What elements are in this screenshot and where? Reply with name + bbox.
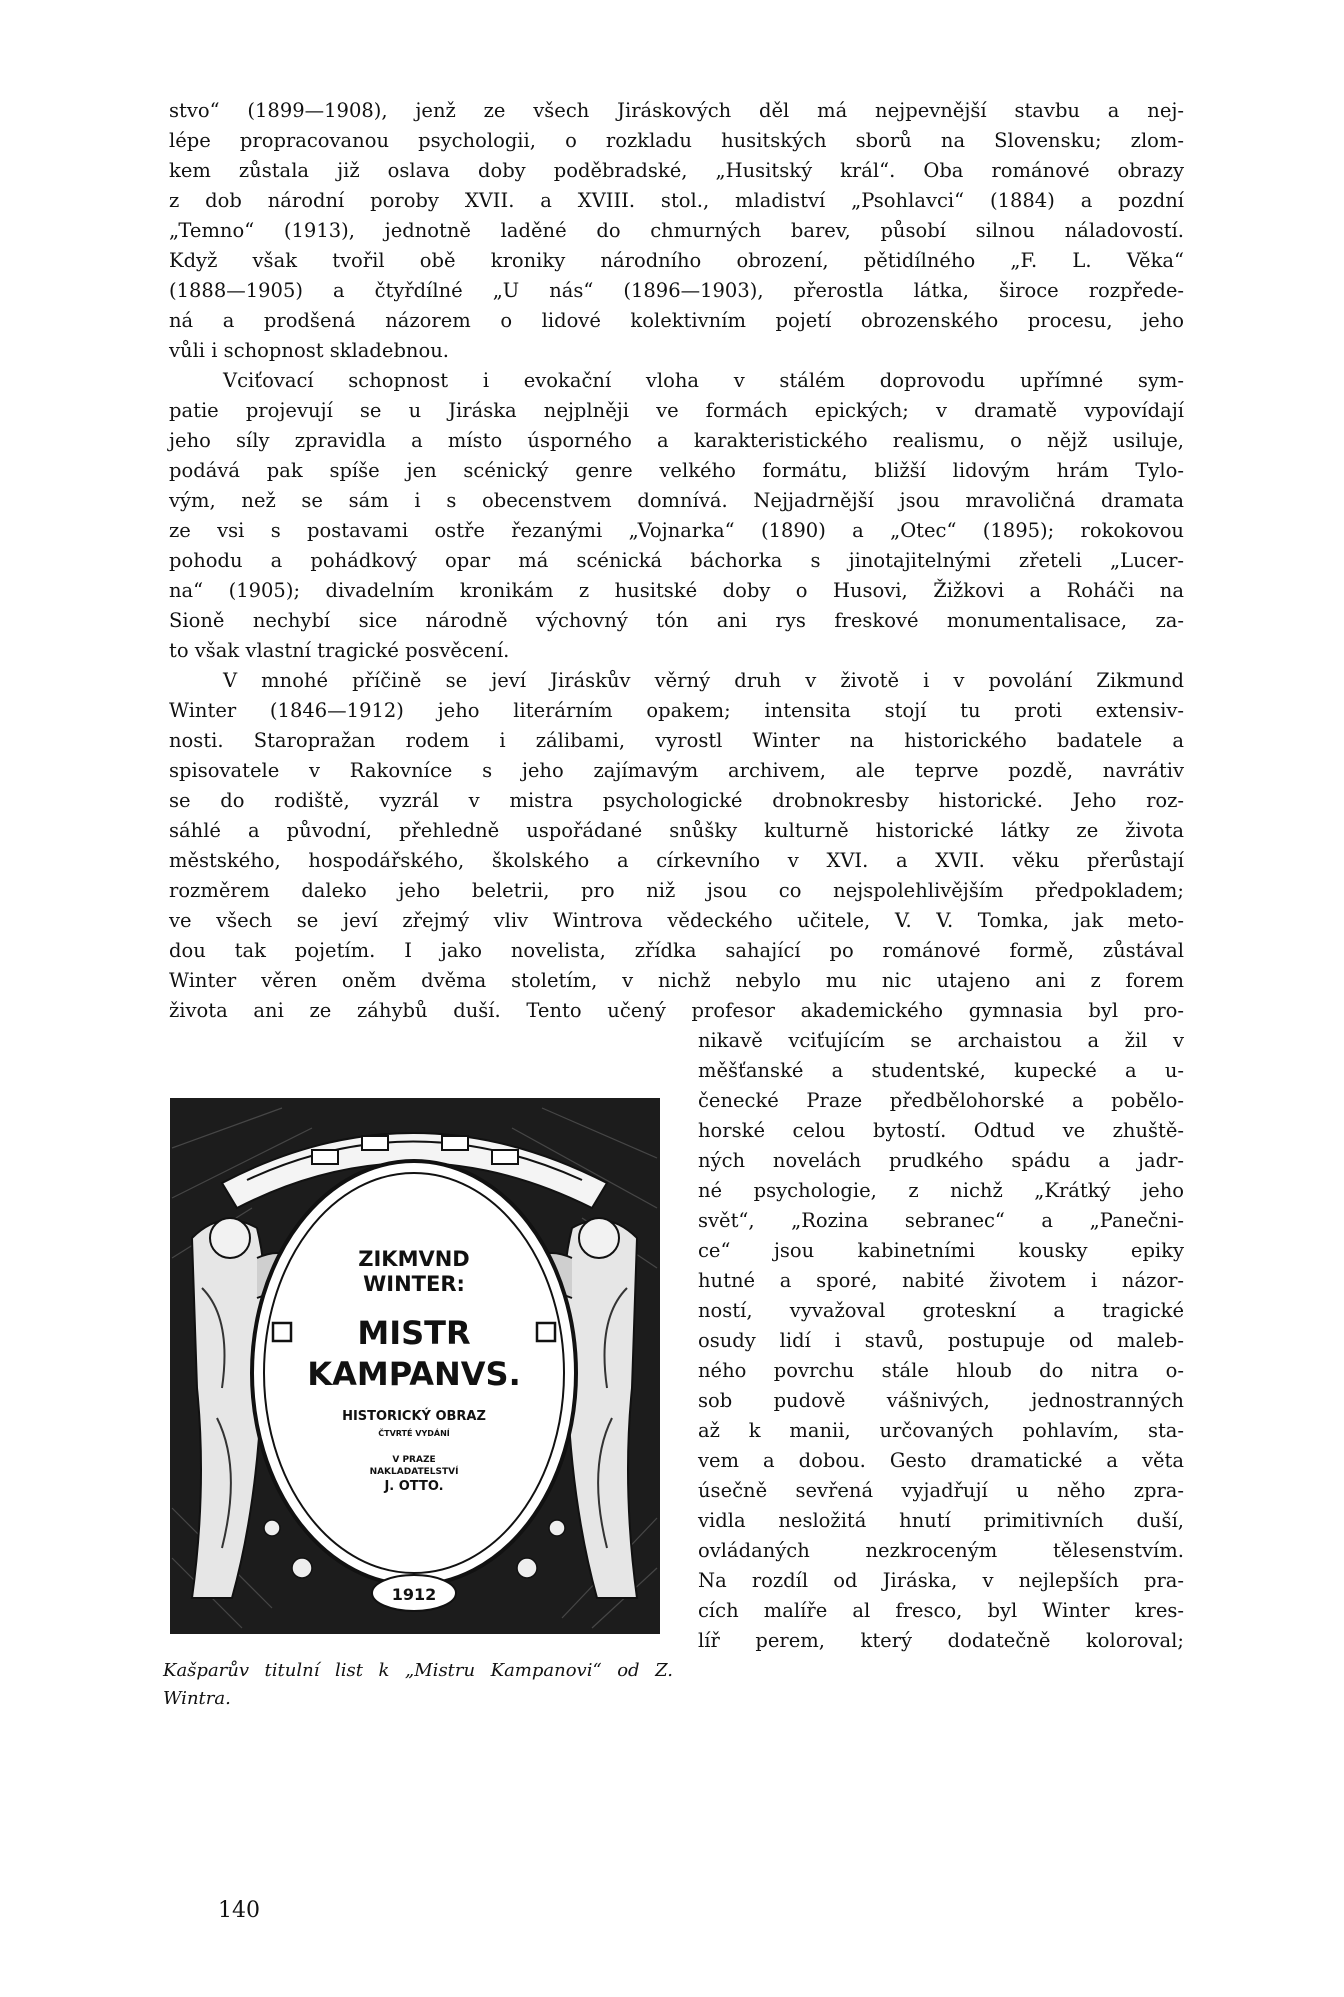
column-line: cích malíře al fresco, byl Winter kres- <box>698 1599 1184 1622</box>
column-line: líř perem, který dodatečně koloroval; <box>698 1629 1184 1652</box>
body-line: Když však tvořil obě kroniky národního obrození, pětidílného „F. L. Věka“ <box>169 249 1184 272</box>
body-line: jeho síly zpravidla a místo úsporného a karakteristického realismu, o nějž usiluje, <box>169 429 1184 452</box>
figure-publisher-1: NAKLADATELSTVÍ <box>369 1467 459 1477</box>
column-line: sob pudově vášnivých, jednostranných <box>698 1389 1184 1412</box>
body-line: městského, hospodářského, školského a církevního v XVI. a XVII. věku přerůstají <box>169 849 1184 872</box>
figure-edition: ČTVRTÉ VYDÁNÍ <box>378 1429 450 1438</box>
column-line: hutné a sporé, nabité životem i názor- <box>698 1269 1184 1292</box>
body-line: z dob národní poroby XVII. a XVIII. stol., mladiství „Psohlavci“ (1884) a pozdní <box>169 189 1184 212</box>
column-line: nikavě vciťujícím se archaistou a žil v <box>698 1029 1184 1052</box>
column-line: ných novelách prudkého spádu a jadr- <box>698 1149 1184 1172</box>
body-line: ná a prodšená názorem o lidové kolektivním pojetí obrozenského procesu, jeho <box>169 309 1184 332</box>
body-line: V mnohé příčině se jeví Jiráskův věrný druh v životě i v povolání Zikmund <box>223 669 1184 692</box>
body-line: na“ (1905); divadelním kronikám z husitské doby o Husovi, Žižkovi a Roháči na <box>169 579 1184 602</box>
body-line: Sioně nechybí sice národně výchovný tón ani rys freskové monumentalisace, za- <box>169 609 1184 632</box>
title-page-illustration <box>162 1088 667 1640</box>
body-line: Vciťovací schopnost i evokační vloha v stálém doprovodu upřímné sym- <box>223 369 1184 392</box>
body-line: sáhlé a původní, přehledně uspořádané snůšky kulturně historické látky ze života <box>169 819 1184 842</box>
column-line: ností, vyvažoval groteskní a tragické <box>698 1299 1184 1322</box>
body-line: (1888—1905) a čtyřdílné „U nás“ (1896—1903), přerostla látka, široce rozpřede- <box>169 279 1184 302</box>
column-line: čenecké Praze předbělohorské a pobělo- <box>698 1089 1184 1112</box>
body-line: patie projevují se u Jiráska nejplněji ve formách epických; v dramatě vypovídají <box>169 399 1184 422</box>
body-line: podává pak spíše jen scénický genre velkého formátu, bližší lidovým hrám Tylo- <box>169 459 1184 482</box>
column-line: vidla nesložitá hnutí primitivních duší, <box>698 1509 1184 1532</box>
figure-caption: Kašparův titulní list k „Mistru Kampanovi“ od Z. Wintra. <box>163 1660 673 1709</box>
column-line: úsečně sevřená vyjadřují u něho zpra- <box>698 1479 1184 1502</box>
column-line: až k manii, určovaných pohlavím, sta- <box>698 1419 1184 1442</box>
column-line: né psychologie, z nichž „Krátký jeho <box>698 1179 1184 1202</box>
body-line: spisovatele v Rakovníce s jeho zajímavým archivem, ale teprve pozdě, navrátiv <box>169 759 1184 782</box>
column-line: horské celou bytostí. Odtud ve zhuště- <box>698 1119 1184 1142</box>
column-line: Na rozdíl od Jiráska, v nejlepších pra- <box>698 1569 1184 1592</box>
figure-title-1: MISTR <box>357 1314 471 1352</box>
body-line: Winter věren oněm dvěma stoletím, v nichž nebylo mu nic utajeno ani z forem <box>169 969 1184 992</box>
body-line: to však vlastní tragické posvěcení. <box>169 639 510 662</box>
figure-place: V PRAZE <box>392 1455 436 1465</box>
figure-author-2: WINTER: <box>363 1272 465 1296</box>
figure-subtitle: HISTORICKÝ OBRAZ <box>342 1409 486 1424</box>
body-line: stvo“ (1899—1908), jenž ze všech Jiráskových děl má nejpevnější stavbu a nej- <box>169 99 1184 122</box>
column-line: osudy lidí i stavů, postupuje od maleb- <box>698 1329 1184 1352</box>
column-line: měšťanské a studentské, kupecké a u- <box>698 1059 1184 1082</box>
figure-year: 1912 <box>391 1585 437 1604</box>
body-line: dou tak pojetím. I jako novelista, zřídka sahající po románové formě, zůstával <box>169 939 1184 962</box>
body-line: života ani ze záhybů duší. Tento učený profesor akademického gymnasia byl pro- <box>169 999 1184 1022</box>
body-line: nosti. Staropražan rodem i zálibami, vyrostl Winter na historického badatele a <box>169 729 1184 752</box>
body-line: pohodu a pohádkový opar má scénická báchorka s jinotajitelnými zřeteli „Lucer- <box>169 549 1184 572</box>
figure-publisher-2: J. OTTO. <box>384 1479 444 1494</box>
body-line: kem zůstala již oslava doby poděbradské, „Husitský král“. Oba románové obrazy <box>169 159 1184 182</box>
column-line: ce“ jsou kabinetními kousky epiky <box>698 1239 1184 1262</box>
body-line: se do rodiště, vyzrál v mistra psychologické drobnokresby historické. Jeho roz- <box>169 789 1184 812</box>
woodcut-illustration <box>162 1088 667 1640</box>
body-line: ze vsi s postavami ostře řezanými „Vojnarka“ (1890) a „Otec“ (1895); rokokovou <box>169 519 1184 542</box>
page-number: 140 <box>218 1898 260 1923</box>
body-line: rozměrem daleko jeho beletrii, pro niž jsou co nejspolehlivějším předpokladem; <box>169 879 1184 902</box>
figure-title-2: KAMPANVS. <box>307 1355 521 1393</box>
figure-author: ZIKMVND <box>358 1247 470 1271</box>
column-line: ného povrchu stále hloub do nitra o- <box>698 1359 1184 1382</box>
body-line: vým, než se sám i s obecenstvem domnívá. Nejjadrnější jsou mravoličná dramata <box>169 489 1184 512</box>
body-line: vůli i schopnost skladebnou. <box>169 339 449 362</box>
column-line: vem a dobou. Gesto dramatické a věta <box>698 1449 1184 1472</box>
body-line: ve všech se jeví zřejmý vliv Wintrova vědeckého učitele, V. V. Tomka, jak meto- <box>169 909 1184 932</box>
column-line: svět“, „Rozina sebranec“ a „Panečni- <box>698 1209 1184 1232</box>
body-line: Winter (1846—1912) jeho literárním opakem; intensita stojí tu proti extensiv- <box>169 699 1184 722</box>
body-line: lépe propracovanou psychologii, o rozkladu husitských sborů na Slovensku; zlom- <box>169 129 1184 152</box>
column-line: ovládaných nezkroceným tělesenstvím. <box>698 1539 1184 1562</box>
body-line: „Temno“ (1913), jednotně laděné do chmurných barev, působí silnou náladovostí. <box>169 219 1184 242</box>
